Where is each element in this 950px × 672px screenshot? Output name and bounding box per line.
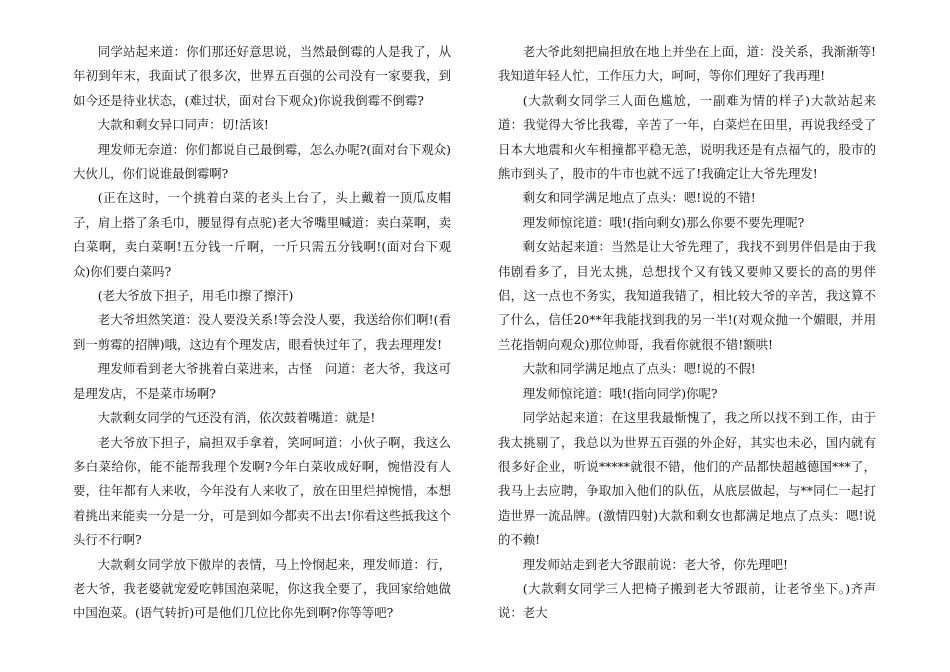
- paragraph: 理发师惊诧道：哦!(指向剩女)那么你要不要先理呢?: [522, 214, 805, 230]
- paragraph: 剩女站起来道：当然是让大爷先理了，我找不到男伴侣是由于我伟剧看多了，目光太挑，总想找个又有钱又要帅又要长的高的男伴侣，这一点也不务实，我知道我错了，相比较大爷的辛苦，我这算不了什么，信任20**年我能找到我的另一半!(对观众抛一个媚眼，并用兰花指朝向观众)那位帅哥，我看你就很不错!额哄!: [498, 239, 876, 352]
- paragraph: (老大爷放下担子，用毛巾擦了擦汗): [97, 288, 294, 304]
- left-column: [73, 40, 451, 626]
- paragraph: 老大爷放下担子，扁担双手拿着，笑呵呵道：小伙子啊，我这么多白菜给你，能不能帮我理个发啊?今年白菜收成好啊，惋惜没有人要，往年都有人来收，今年没有人来收了，放在田里烂掉惋惜，本想着挑出来能卖一分是一分，可是到如今都卖不出去!你看这些抵我这个头行不行啊?: [73, 434, 451, 548]
- paragraph: 理发师惊诧道：哦!(指向同学)你呢?: [522, 385, 718, 401]
- paragraph: 同学站起来道：在这里我最惭愧了，我之所以找不到工作，由于我太挑剔了，我总以为世界五百强的外企好，其实也未必，国内就有很多好企业，听说*****就很不错，他们的产品都快超越德国***了，我马上去应聘，争取加入他们的队伍，从底层做起，与**同仁一起打造世界一流品牌。(激情四射)大款和剩女也都满足地点了点头：嗯!说的不赖!: [498, 410, 876, 548]
- paragraph: (大款剩女同学三人面色尴尬，一副难为情的样子)大款站起来道：我觉得大爷比我霉，辛苦了一年，白菜烂在田里，再说我经受了日本大地震和火车相撞都平稳无恙，说明我还是有点福气的，股市的熊市到头了，股市的牛市也就不远了!我确定让大爷先理发!: [498, 92, 876, 182]
- paragraph: 老大爷坦然笑道：没人要没关系!等会没人要，我送给你们啊!(看到一剪霉的招牌)哦，这边有个理发店，眼看快过年了，我去理理发!: [73, 312, 451, 352]
- paragraph: 老大爷此刻把扁担放在地上并坐在上面，道：没关系，我渐渐等!我知道年轻人忙，工作压力大，呵呵，等你们理好了我再理!: [498, 44, 876, 84]
- paragraph: 大款和同学满足地点了点头：嗯!说的不假!: [522, 361, 756, 377]
- paragraph: 大款剩女同学的气还没有消，依次鼓着嘴道：就是!: [97, 410, 376, 426]
- paragraph: 理发师无奈道：你们都说自己最倒霉，怎么办呢?(面对台下观众)大伙儿，你们说谁最倒霉啊?: [73, 141, 451, 182]
- paragraph: (大款剩女同学三人把椅子搬到老大爷跟前，让老爷坐下。)齐声说：老大: [498, 580, 876, 621]
- paragraph: 大款和剩女异口同声：切!活该!: [97, 117, 269, 133]
- paragraph: 同学站起来道：你们那还好意思说，当然最倒霉的人是我了，从年初到年末，我面试了很多次，世界五百强的公司没有一家要我，到如今还是待业状态，(难过状，面对台下观众)你说我倒霉不倒霉?: [73, 44, 451, 108]
- paragraph: (正在这时，一个挑着白菜的老头上台了，头上戴着一顶瓜皮帽子，肩上搭了条毛巾，腰显得有点驼)老大爷嘴里喊道：卖白菜啊，卖白菜啊，卖白菜啊!五分钱一斤啊，一斤只需五分钱啊!(面对台下观众)你们要白菜吗?: [73, 190, 451, 279]
- paragraph: 理发师站走到老大爷跟前说：老大爷，你先理吧!: [522, 556, 788, 572]
- paragraph: 理发师看到老大爷挑着白菜进来，古怪 问道：老大爷，我这可是理发店，不是菜市场啊?: [73, 361, 451, 401]
- paragraph: 剩女和同学满足地点了点头：嗯!说的不错!: [522, 190, 756, 206]
- paragraph: 大款剩女同学放下傲岸的表情，马上怜悯起来，理发师道：行，老大爷，我老婆就宠爱吃韩国泡菜呢，你这我全要了，我回家给她做中国泡菜。(语气转折)可是他们几位比你先到啊?你等等吧?: [73, 556, 451, 621]
- right-column: [498, 40, 876, 626]
